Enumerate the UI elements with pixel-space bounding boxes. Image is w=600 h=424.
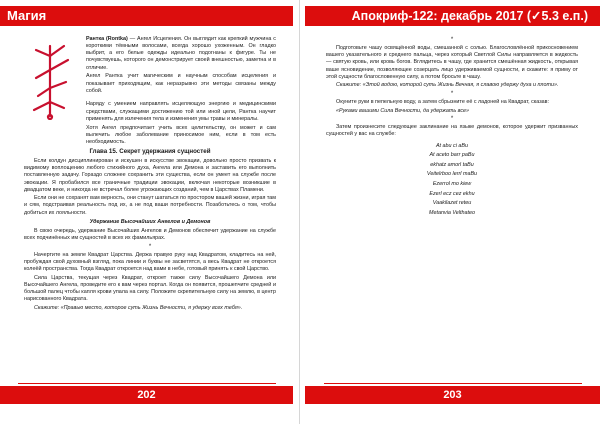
- body-paragraph-6: Скажите: «Правью место, которое суть Жизнь Вечности, я удержу всех тебя».: [34, 304, 243, 311]
- right-page-content: [326, 36, 578, 221]
- incantation-line: Ezerl ecz cez ekhu: [429, 190, 475, 197]
- separator-star: *: [148, 243, 152, 250]
- incantation-line: Veitelrboo lerrl maBu: [426, 171, 478, 178]
- separator-star: *: [450, 37, 454, 43]
- separator-star: *: [450, 90, 454, 97]
- body-paragraph-2: Если они не сохранят вам верность, они станут шататься по простором вашей жизни, играя там и сям, подстраивая реальность под их, а не под ваши потребности. Позаботьтесь о том, чтобы добиться их лояльности.: [24, 195, 276, 216]
- right-page: [300, 0, 600, 424]
- right-paragraph-3: Окуните руки в пепельную воду, а затем сбрызните её с ладоней на Квадрат, сказав:: [336, 99, 550, 106]
- angel-name: Рантка (Rontka): [86, 36, 128, 42]
- left-header-title: Магия: [7, 8, 47, 23]
- right-page-number: 203: [443, 389, 462, 401]
- right-header-title: Апокриф-122: декабрь 2017 (✓5.3 е.п.): [351, 9, 588, 23]
- right-paragraph-1: Подготовьте чашу освящённой воды, смешанной с солью. Благословлённой прикосновением вашего указательного и среднего пальца, через который Светлой Силы направляется в жидкость — святую кровь, или кровь богов. Вглядитесь в чашу, где хранится смешённая жидкость, открывая ваше ясновидение, позволяющее созерцать лицо удерживаемой сущности, и скажите: я приму от этой сущности благословенную силу, а потом бросьте в чашу.: [326, 45, 578, 80]
- intro-text: [86, 36, 276, 146]
- intro-paragraph-3: Наряду с умением направлять исцеляющую энергию и медицинскими средствами, служащими достижению той или иной цели, Рантка научит применять для излечения тела и изменения умы травы и минералы.: [86, 101, 276, 122]
- intro-section: [24, 36, 276, 146]
- right-page-header: [305, 6, 600, 26]
- left-page-number: 202: [137, 389, 156, 401]
- angel-sigil-icon: [24, 42, 79, 120]
- right-page-footer: [305, 386, 600, 404]
- right-paragraph-4: Затем произнесите следующее заклинание на языке демонов, которое удержит призванных сущностей у вас на службе:: [326, 124, 578, 138]
- subsection-heading: Удержание Высочайших Ангелов и Демонов: [89, 218, 211, 225]
- incantation-line: At aceto barr paBu: [429, 152, 475, 159]
- incantation-line: Metanvia Velthateo: [429, 209, 475, 216]
- body-paragraph-5: Сила Царства, текущая через Квадрат, откроет также силу Высочайшего Демона или Высочайшего Ангела, проведите его к вам через портал. Когда он появится, прошепчите средней и большой палец чтобы капля крови упала на силу. Положите скрепительную силу на землю, в центр нарисованного Квадрата.: [24, 274, 276, 303]
- right-footer-rule: [324, 383, 582, 384]
- quote: «Руками вашими Сила Вечности, да удержать все»: [336, 107, 470, 114]
- incantation-line: Vaakilazet reteu: [432, 200, 472, 207]
- incantation-line: ekhatz amorl taBu: [430, 161, 474, 168]
- left-page-header: [0, 6, 293, 26]
- intro-text-1: — Ангел Исцеления. Он выглядит как крепкий мужчина с короткими тёмными волосами, всегда хорошо ухоженным. Он гладко выбрит, а его белые одежды идеально подогнаны к фигуре. Ты не почувствуешь, которого он демонстрирует своей внешностью, заметна и в отличие.: [86, 36, 276, 71]
- body-paragraph-4: Начертите на земле Квадрат Царства. Держа правую руку над Квадратом, кладитесь на ней, пробуждая свой духовный взгляд, пока линии и буквы не засветятся, а весь Квадрат не откроется колеёй пространства. Тогда Квадрат откроется над вами в небе, готовый принять к свой Царство.: [24, 251, 276, 273]
- body-paragraph-1: Если колдун дисциплинирован и искушен в искусстве эвокации, довольно просто призвать к видимому воплощению любого стихийного духа, Ангела или Демона и заставить его выполнить поставленную задачу. Гораздо сложнее сохранить эти существа, если он умеет на службе после эвокации. Я пробабился все граничные традиции эвокации, включая некоторые возникшие в двадцатом веке, и никогда не встречал более угрожающих созданий, чем в Царствах Пламени.: [24, 158, 276, 193]
- right-paragraph-2: Скажите: «Этой водою, которой суть Жизнь Вечная, я славою удержу духа и плоти».: [336, 82, 559, 89]
- body-paragraph-3: В свою очередь, удержание Высочайших Ангелов и Демонов обеспечит удержание на службе всех подчинённых им сущностей в всех их фамильярах.: [24, 227, 276, 242]
- intro-paragraph-4: Хотя Ангел предпочитает учить всех целительству, он может и сам вылечить любое заболевание приносимое ним, если в том есть необходимость.: [86, 124, 276, 145]
- left-page-content: [24, 36, 276, 313]
- incantation-line: At abu ci aBu: [435, 142, 469, 149]
- intro-paragraph-1: [86, 36, 276, 72]
- left-page-footer: [0, 386, 293, 404]
- intro-paragraph-2: Ангел Рантка учит магическим и научным способам исцеления и показывает приходящим, как неразрывно эти методы связаны между собой.: [86, 73, 276, 94]
- separator-star: *: [450, 116, 454, 123]
- chapter-heading: Глава 15. Секрет удержания сущностей: [89, 147, 211, 155]
- left-footer-rule: [18, 383, 276, 384]
- incantation: [326, 142, 578, 219]
- incantation-line: Ezerrol mo kiew: [432, 180, 472, 187]
